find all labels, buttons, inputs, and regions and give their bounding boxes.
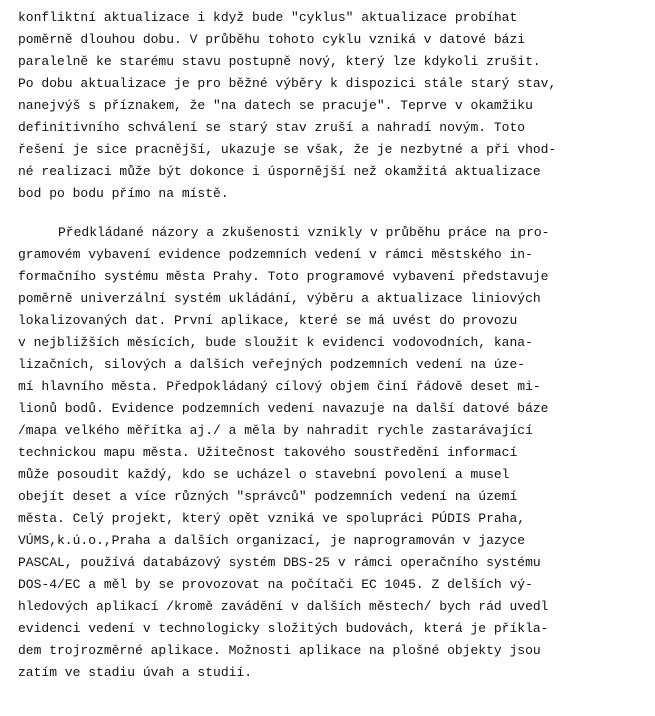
paragraph-1-line-4: Po dobu aktualizace je pro běžné výběry k dispozici stále starý stav,: [18, 76, 557, 91]
paragraph-2-line-5: lokalizovaných dat. První aplikace, které se má uvést do provozu: [18, 313, 518, 328]
paragraph-2-line-9: lionů bodů. Evidence podzemních vedení navazuje na další datové báze: [18, 401, 549, 416]
paragraph-1-line-9: bod po bodu přímo na místě.: [18, 186, 229, 201]
paragraph-2-line-14: města. Celý projekt, který opět vzniká ve spolupráci PÚDIS Praha,: [18, 511, 526, 526]
paragraph-2-line-8: mí hlavního města. Předpokládaný cílový objem činí řádově deset mi-: [18, 379, 541, 394]
paragraph-1-line-2: poměrně dlouhou dobu. V průběhu tohoto cyklu vzniká v datové bázi: [18, 32, 526, 47]
paragraph-2-line-17: DOS-4/EC a měl by se provozovat na počítači EC 1045. Z delších vý-: [18, 577, 533, 592]
paragraph-1-line-8: né realizaci může být dokonce i úspornější než okamžitá aktualizace: [18, 164, 541, 179]
paragraph-2-line-4: poměrně univerzální systém ukládání, výběru a aktualizace liniových: [18, 291, 541, 306]
paragraph-1-line-1: konfliktní aktualizace i když bude "cyklus" aktualizace probíhat: [18, 10, 518, 25]
paragraph-2-line-13: obejít deset a více různých "správců" podzemních vedení na území: [18, 489, 518, 504]
paragraph-1-line-5: nanejvýš s příznakem, že "na datech se pracuje". Teprve v okamžiku: [18, 98, 533, 113]
paragraph-2-line-1: Předkládané názory a zkušenosti vznikly v průběhu práce na pro-: [58, 225, 550, 240]
paragraph-2-line-18: hledových aplikací /kromě zavádění v dalších městech/ bych rád uvedl: [18, 599, 549, 614]
paragraph-2-line-7: lizačních, silových a dalších veřejných podzemních vedení na úze-: [18, 357, 526, 372]
paragraph-2-line-3: formačního systému města Prahy. Toto programové vybavení představuje: [18, 269, 549, 284]
paragraph-2-line-6: v nejbližších měsících, bude sloužit k evidenci vodovodních, kana-: [18, 335, 533, 350]
paragraph-2-line-12: může posoudit každý, kdo se ucházel o stavební povolení a musel: [18, 467, 510, 482]
paragraph-2-line-10: /mapa velkého měřítka aj./ a měla by nahradit rychle zastarávající: [18, 423, 533, 438]
paragraph-1-line-6: definitivního schválení se starý stav zruší a nahradí novým. Toto: [18, 120, 526, 135]
paragraph-2-line-11: technickou mapu města. Užitečnost takového soustředění informací: [18, 445, 518, 460]
paragraph-2-line-20: dem trojrozměrné aplikace. Možnosti aplikace na plošné objekty jsou: [18, 643, 541, 658]
paragraph-2-line-2: gramovém vybavení evidence podzemních vedení v rámci městského in-: [18, 247, 533, 262]
paragraph-2-line-16: PASCAL, používá databázový systém DBS-25 v rámci operačního systému: [18, 555, 541, 570]
paragraph-2-line-15: VÚMS,k.ú.o.,Praha a dalších organizací, je naprogramován v jazyce: [18, 533, 526, 548]
paragraph-2-line-21: zatím ve stadiu úvah a studií.: [18, 665, 253, 680]
paragraph-2-line-19: evidenci vedení v technologicky složitých budovách, která je příkla-: [18, 621, 549, 636]
paragraph-1-line-3: paralelně ke starému stavu postupně nový, který lze kdykoli zrušit.: [18, 54, 541, 69]
paragraph-1-line-7: řešení je sice pracnější, ukazuje se však, že je nezbytné a při vhod-: [18, 142, 557, 157]
